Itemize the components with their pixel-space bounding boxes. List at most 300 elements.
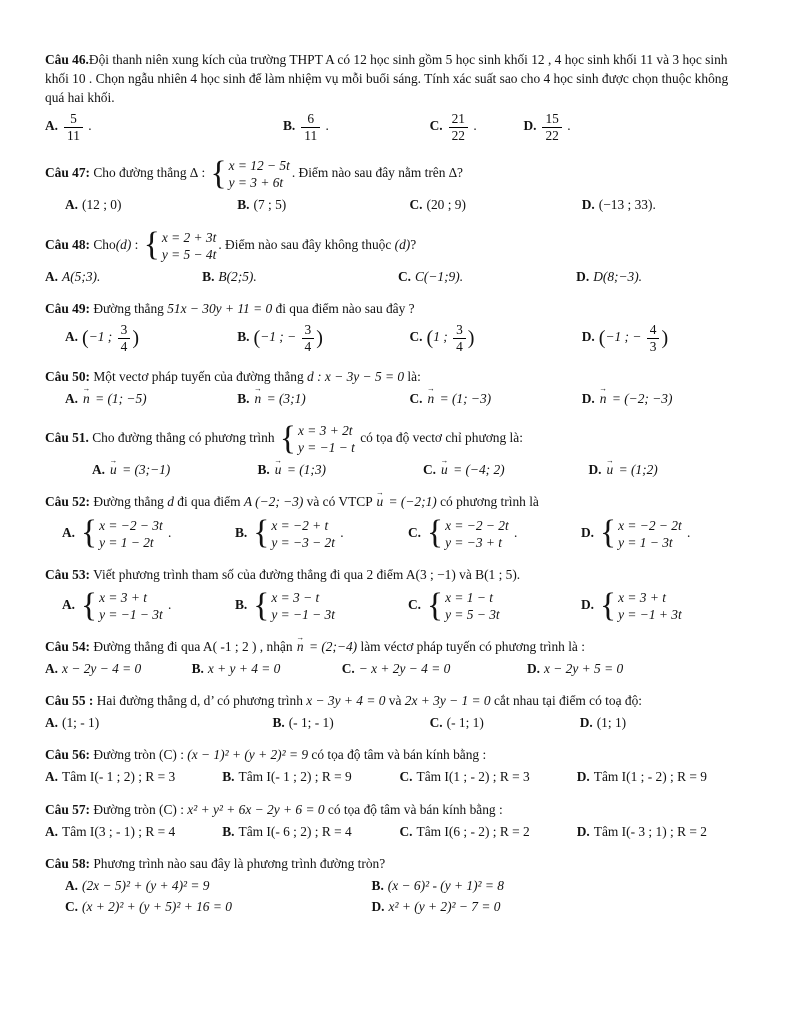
option-label: C. — [341, 661, 355, 677]
option-label: C. — [409, 390, 423, 406]
option-q54-C — [342, 660, 521, 678]
text-run: Tâm I(1 ; - 2) ; R = 9 — [593, 769, 707, 785]
question-q52 — [45, 492, 748, 551]
fraction-numerator: 3 — [118, 322, 131, 339]
option-label: B. — [282, 118, 296, 134]
option-q51-B — [258, 461, 418, 479]
options-row — [45, 111, 748, 143]
math-text: d : x − 3y − 5 = 0 — [307, 368, 405, 384]
option-label: C. — [429, 118, 443, 134]
big-paren: ) — [467, 326, 475, 349]
system-line: x = 3 + 2t — [297, 423, 353, 439]
option-label: D. — [581, 197, 595, 213]
option-label: A. — [65, 197, 79, 213]
system-line: y = −1 − 3t — [99, 607, 163, 622]
equation-system — [211, 157, 290, 191]
text-run: . — [683, 524, 691, 540]
question-q54 — [45, 637, 748, 678]
option-q52-D — [581, 516, 748, 552]
option-label: A. — [45, 118, 59, 134]
question-stem — [45, 367, 748, 386]
text-run: có tọa độ tâm và bán kính bằng : — [324, 801, 503, 817]
text-run: . — [84, 118, 92, 134]
option-q53-A — [62, 588, 229, 624]
option-label: B. — [272, 715, 285, 731]
left-brace-icon: { — [210, 155, 227, 193]
option-q52-B — [235, 516, 402, 552]
system-line: y = −1 + 3t — [618, 607, 682, 622]
option-q57-A — [45, 823, 216, 841]
system-lines — [298, 422, 355, 456]
big-paren: ( — [82, 326, 89, 349]
question-stem — [45, 50, 748, 107]
option-q55-B — [272, 714, 423, 732]
question-label: Câu 51. — [45, 430, 89, 446]
system-line: x = −2 − 3t — [99, 517, 163, 533]
options-row — [45, 516, 748, 552]
fraction — [453, 322, 466, 354]
text-run: Tâm I(3 ; - 1) ; R = 4 — [62, 823, 176, 839]
option-q51-C — [423, 461, 583, 479]
option-q52-A — [62, 516, 229, 552]
text-run: (7 ; 5) — [253, 197, 287, 213]
text-run: Tâm I(- 1 ; 2) ; R = 9 — [238, 769, 352, 785]
vector-symbol: → u — [607, 461, 614, 479]
system-line: x = 3 − t — [271, 589, 320, 605]
fraction — [118, 322, 131, 354]
question-label: Câu 48: — [45, 236, 91, 252]
text-run: (1; - 1) — [62, 715, 100, 731]
math-text: − x + 2y − 4 = 0 — [358, 661, 451, 677]
option-label: A. — [62, 524, 76, 540]
text-run: ? — [456, 165, 463, 181]
option-q49-C — [410, 322, 576, 354]
option-q58-B — [372, 877, 748, 895]
text-run: . — [336, 524, 344, 540]
math-text: = (3;−1) — [118, 462, 171, 478]
math-text: (x + 2)² + (y + 5)² + 16 = 0 — [82, 898, 232, 914]
big-paren: ( — [426, 326, 434, 349]
option-q53-C — [408, 588, 575, 624]
math-text: x − 2y + 5 = 0 — [543, 661, 624, 677]
text-run: . Điểm nào sau đây nằm trên — [291, 165, 449, 181]
text-run: Tâm I(6 ; - 2) ; R = 2 — [416, 823, 530, 839]
option-q47-B — [237, 196, 403, 214]
text-run: (- 1; - 1) — [288, 715, 334, 731]
options-row — [45, 877, 748, 916]
option-label: C. — [399, 769, 413, 785]
math-text: = (3;1) — [263, 390, 306, 406]
option-q46-C — [430, 111, 518, 143]
text-run: cắt nhau tại điểm có toạ độ: — [490, 693, 642, 709]
option-label: A. — [65, 329, 79, 345]
option-label: D. — [581, 329, 595, 345]
question-stem — [45, 745, 748, 764]
math-text: ∆ — [189, 165, 199, 181]
fraction-denominator: 3 — [649, 338, 657, 354]
option-label: A. — [65, 390, 79, 406]
math-text: = (−2;1) — [385, 494, 437, 510]
equation-system — [427, 514, 509, 552]
text-run: (- 1; 1) — [446, 715, 484, 731]
math-text: −1 ; — [88, 329, 116, 345]
system-line: y = 1 − 2t — [99, 534, 154, 550]
options-row — [45, 660, 748, 678]
fraction-numerator: 21 — [449, 111, 468, 128]
equation-system — [143, 226, 217, 264]
options-row — [45, 461, 748, 479]
question-label: Câu 58: — [45, 855, 91, 871]
option-label: B. — [371, 877, 384, 893]
vector-symbol: → n — [83, 390, 90, 408]
question-q58 — [45, 854, 748, 916]
math-text: A (−2; −3) — [243, 494, 304, 510]
option-q53-B — [235, 588, 402, 624]
option-q46-D — [523, 111, 748, 143]
option-q47-C — [410, 196, 576, 214]
option-q48-D — [576, 268, 748, 286]
system-line: y = −3 − 2t — [271, 534, 335, 550]
text-run: Tâm I(- 6 ; 2) ; R = 4 — [238, 823, 352, 839]
question-label: Câu 57: — [45, 801, 91, 817]
option-q57-C — [400, 823, 571, 841]
big-paren: ) — [132, 326, 139, 349]
system-line: x = 3 + t — [99, 589, 147, 605]
fraction-denominator: 11 — [67, 128, 80, 144]
question-label: Câu 50: — [45, 368, 91, 384]
option-label: C. — [65, 898, 79, 914]
text-run: Cho — [90, 236, 116, 252]
text-run: đi qua điểm nào sau đây ? — [272, 300, 415, 316]
math-text: = (1; −5) — [91, 390, 147, 406]
text-run: đi qua điểm — [173, 494, 244, 510]
text-run: : — [198, 165, 209, 181]
text-run: (−13 ; 33). — [598, 197, 656, 213]
math-text: = (2;−4) — [305, 639, 358, 655]
option-q54-A — [45, 660, 186, 678]
option-label: C. — [409, 329, 423, 345]
question-stem — [45, 565, 748, 584]
option-q48-C — [398, 268, 570, 286]
math-text: A(5;3). — [62, 268, 101, 284]
option-q54-B — [192, 660, 336, 678]
option-q48-B — [202, 268, 392, 286]
text-run: . Điểm nào sau đây không thuộc — [218, 236, 395, 252]
text-run: Đường tròn (C) : — [90, 747, 188, 763]
fraction — [647, 322, 660, 354]
math-text: x² + (y + 2)² − 7 = 0 — [388, 898, 501, 914]
system-lines — [445, 589, 500, 623]
equation-system — [427, 586, 500, 624]
options-row — [45, 714, 748, 732]
option-q58-D — [372, 898, 748, 916]
fraction — [542, 111, 561, 143]
options-row — [45, 196, 748, 214]
option-label: B. — [222, 769, 235, 785]
option-q46-A — [45, 111, 277, 143]
math-text: 2x + 3y − 1 = 0 — [404, 693, 491, 709]
question-q48 — [45, 228, 748, 286]
text-run: là: — [404, 368, 421, 384]
fraction-denominator: 4 — [456, 338, 463, 354]
option-label: D. — [581, 524, 595, 540]
option-label: A. — [45, 715, 59, 731]
left-brace-icon: { — [279, 419, 296, 457]
math-text: 1 ; — [433, 329, 452, 345]
fraction-denominator: 22 — [545, 128, 559, 144]
question-stem — [45, 156, 748, 192]
left-brace-icon: { — [253, 514, 270, 552]
option-q56-D — [577, 768, 748, 786]
question-q46 — [45, 50, 748, 143]
fraction-denominator: 4 — [120, 338, 128, 354]
system-line: y = 1 − 3t — [618, 534, 673, 550]
question-label: Câu 54: — [45, 639, 91, 655]
question-label: Câu 46. — [45, 52, 89, 67]
question-stem — [45, 299, 748, 318]
option-q49-B — [237, 322, 403, 354]
text-run: . — [563, 118, 571, 134]
system-lines — [445, 517, 509, 551]
option-label: B. — [191, 661, 204, 677]
text-run: Hai đường thẳng d, d’ có phương trình — [93, 693, 307, 709]
option-label: A. — [45, 268, 59, 284]
math-text: = (1;3) — [283, 462, 326, 478]
system-lines — [99, 517, 163, 551]
math-text: D(8;−3). — [593, 268, 643, 284]
system-lines — [162, 229, 217, 263]
option-label: C. — [408, 524, 422, 540]
option-q50-D — [582, 390, 748, 408]
system-line: x = 3 + t — [618, 589, 666, 605]
system-line: y = 5 − 3t — [445, 607, 500, 622]
fraction-numerator: 4 — [647, 322, 660, 339]
option-label: D. — [588, 462, 602, 478]
text-run: : — [131, 236, 142, 252]
option-label: B. — [222, 823, 235, 839]
options-row — [45, 390, 748, 408]
question-stem — [45, 228, 748, 264]
fraction — [64, 111, 83, 143]
math-text: −1 ; − — [260, 329, 300, 345]
equation-system — [600, 514, 682, 552]
big-paren: ) — [316, 326, 323, 349]
text-run: . — [164, 597, 172, 613]
options-row — [45, 768, 748, 786]
text-run: ? — [410, 236, 417, 252]
option-label: B. — [235, 524, 248, 540]
system-line: y = −1 − 3t — [271, 607, 335, 622]
question-label: Câu 55 : — [45, 693, 94, 709]
question-label: Câu 53: — [45, 566, 91, 582]
text-run: Đường thẳng — [90, 300, 168, 316]
option-label: B. — [202, 268, 215, 284]
option-label: D. — [576, 268, 590, 284]
option-label: A. — [92, 462, 106, 478]
fraction-numerator: 6 — [301, 111, 320, 128]
question-q56 — [45, 745, 748, 786]
options-row — [45, 322, 748, 354]
text-run: Đường tròn (C) : — [90, 801, 188, 817]
text-run: và — [385, 693, 405, 709]
option-label: C. — [408, 597, 422, 613]
text-run: . — [510, 524, 518, 540]
math-text: C(−1;9). — [414, 268, 464, 284]
fraction — [449, 111, 468, 143]
vector-symbol: → u — [441, 461, 448, 479]
text-run: có tọa độ vectơ chỉ phương là: — [356, 430, 523, 446]
left-brace-icon: { — [427, 514, 444, 552]
option-q57-D — [577, 823, 748, 841]
text-run: (12 ; 0) — [82, 197, 122, 213]
vector-symbol: → n — [255, 390, 262, 408]
fraction — [302, 322, 315, 354]
math-text: (2x − 5)² + (y + 4)² = 9 — [82, 877, 210, 893]
option-label: B. — [235, 597, 248, 613]
system-line: x = 1 − t — [445, 589, 493, 605]
vector-symbol: → n — [297, 637, 304, 656]
system-line: y = −1 − t — [297, 440, 355, 456]
question-q49 — [45, 299, 748, 354]
question-stem — [45, 637, 748, 656]
option-label: A. — [45, 661, 59, 677]
math-text: 51x − 30y + 11 = 0 — [167, 300, 273, 316]
question-q55 — [45, 691, 748, 732]
option-label: C. — [399, 823, 413, 839]
text-run: . — [470, 118, 477, 134]
text-run: Viết phương trình tham số của đường thẳng đi qua 2 điểm A(3 ; −1) và B(1 ; 5). — [90, 566, 521, 582]
options-row — [45, 823, 748, 841]
math-text: x − 3y + 4 = 0 — [306, 693, 386, 709]
question-stem — [45, 492, 748, 511]
question-stem — [45, 800, 748, 819]
text-run: có phương trình là — [436, 494, 539, 510]
left-brace-icon: { — [143, 226, 160, 264]
equation-system — [81, 514, 163, 552]
question-stem — [45, 854, 748, 873]
big-paren: ( — [598, 326, 606, 349]
option-label: B. — [237, 390, 250, 406]
text-run: . — [322, 118, 329, 134]
text-run: Đội thanh niên xung kích của trường THPT A có 12 học sinh gồm 5 học sinh khối 12 , 4 học sinh khối 11 và 3 học sinh khối 10 . Chọn ngẫu nhiên 4 học sinh để làm nhiệm vụ mỗi buổi sáng. Tính xác suất sao cho 4 học sinh được chọn thuộc không quá hai khối. — [45, 52, 729, 106]
vector-symbol: → u — [110, 461, 117, 479]
text-run: Một vectơ pháp tuyến của đường thẳng — [90, 368, 308, 384]
option-q47-A — [65, 196, 231, 214]
option-q55-A — [45, 714, 266, 732]
option-label: D. — [581, 390, 595, 406]
option-q50-B — [237, 390, 403, 408]
vector-symbol: → n — [600, 390, 607, 408]
question-label: Câu 47: — [45, 165, 91, 181]
left-brace-icon: { — [427, 586, 444, 624]
system-line: x = 12 − 5t — [228, 158, 290, 174]
math-text: (d) — [394, 236, 411, 252]
option-q55-D — [580, 714, 748, 732]
system-line: x = 2 + 3t — [161, 229, 217, 245]
question-label: Câu 49: — [45, 300, 91, 316]
option-label: D. — [576, 823, 590, 839]
option-label: A. — [45, 823, 59, 839]
system-lines — [271, 589, 335, 623]
math-text: x − 2y − 4 = 0 — [62, 661, 142, 677]
options-row — [45, 588, 748, 624]
option-q50-A — [65, 390, 231, 408]
system-lines — [99, 589, 163, 623]
fraction-numerator: 3 — [453, 322, 466, 339]
question-label: Câu 56: — [45, 747, 91, 763]
question-stem — [45, 691, 748, 710]
math-text: (d) — [115, 236, 132, 252]
fraction-denominator: 22 — [451, 128, 465, 144]
system-lines — [229, 157, 290, 191]
text-run: Tâm I(- 3 ; 1) ; R = 2 — [593, 823, 707, 839]
text-run: (20 ; 9) — [426, 197, 466, 213]
option-q48-A — [45, 268, 196, 286]
option-label: D. — [576, 769, 590, 785]
math-text: = (−4; 2) — [449, 462, 505, 478]
equation-system — [253, 586, 335, 624]
left-brace-icon: { — [600, 586, 617, 624]
option-label: A. — [45, 769, 59, 785]
equation-system — [600, 586, 682, 624]
vector-symbol: → u — [275, 461, 282, 479]
question-label: Câu 52: — [45, 494, 91, 510]
text-run: (1; 1) — [596, 715, 627, 731]
option-label: D. — [579, 715, 593, 731]
option-label: D. — [581, 597, 595, 613]
vector-symbol: → u — [377, 492, 384, 511]
option-label: C. — [423, 462, 437, 478]
text-run: Đường thẳng đi qua A( -1 ; 2 ) , nhận — [90, 639, 296, 655]
system-line: y = −3 + t — [445, 534, 502, 550]
option-q58-C — [65, 898, 366, 916]
option-label: C. — [429, 715, 443, 731]
option-q46-B — [283, 111, 424, 143]
system-lines — [618, 517, 682, 551]
text-run: Phương trình nào sau đây là phương trình đường tròn? — [90, 855, 386, 871]
text-run: có tọa độ tâm và bán kính bằng : — [308, 747, 487, 763]
option-label: D. — [523, 118, 537, 134]
system-line: y = 3 + 6t — [228, 175, 284, 191]
question-q57 — [45, 800, 748, 841]
text-run: Tâm I(- 1 ; 2) ; R = 3 — [62, 769, 176, 785]
system-line: y = 5 − 4t — [161, 246, 217, 262]
big-paren: ) — [661, 326, 669, 349]
math-text: = (−2; −3) — [608, 390, 673, 406]
math-text: ∆ — [448, 165, 457, 181]
option-label: A. — [62, 597, 76, 613]
math-text: −1 ; − — [605, 329, 645, 345]
option-q47-D — [582, 196, 748, 214]
option-q57-B — [222, 823, 393, 841]
option-q49-D — [582, 322, 748, 354]
option-label: B. — [237, 329, 250, 345]
question-q51 — [45, 421, 748, 479]
option-q55-C — [430, 714, 574, 732]
option-q56-B — [222, 768, 393, 786]
left-brace-icon: { — [600, 514, 617, 552]
text-run: làm véctơ pháp tuyến có phương trình là : — [357, 639, 585, 655]
question-stem — [45, 421, 748, 457]
left-brace-icon: { — [81, 586, 98, 624]
system-lines — [271, 517, 335, 551]
option-q50-C — [410, 390, 576, 408]
fraction-denominator: 4 — [304, 338, 312, 354]
option-q51-A — [92, 461, 252, 479]
math-text: = (1;2) — [615, 462, 658, 478]
math-text: = (1; −3) — [436, 390, 492, 406]
option-q58-A — [65, 877, 366, 895]
